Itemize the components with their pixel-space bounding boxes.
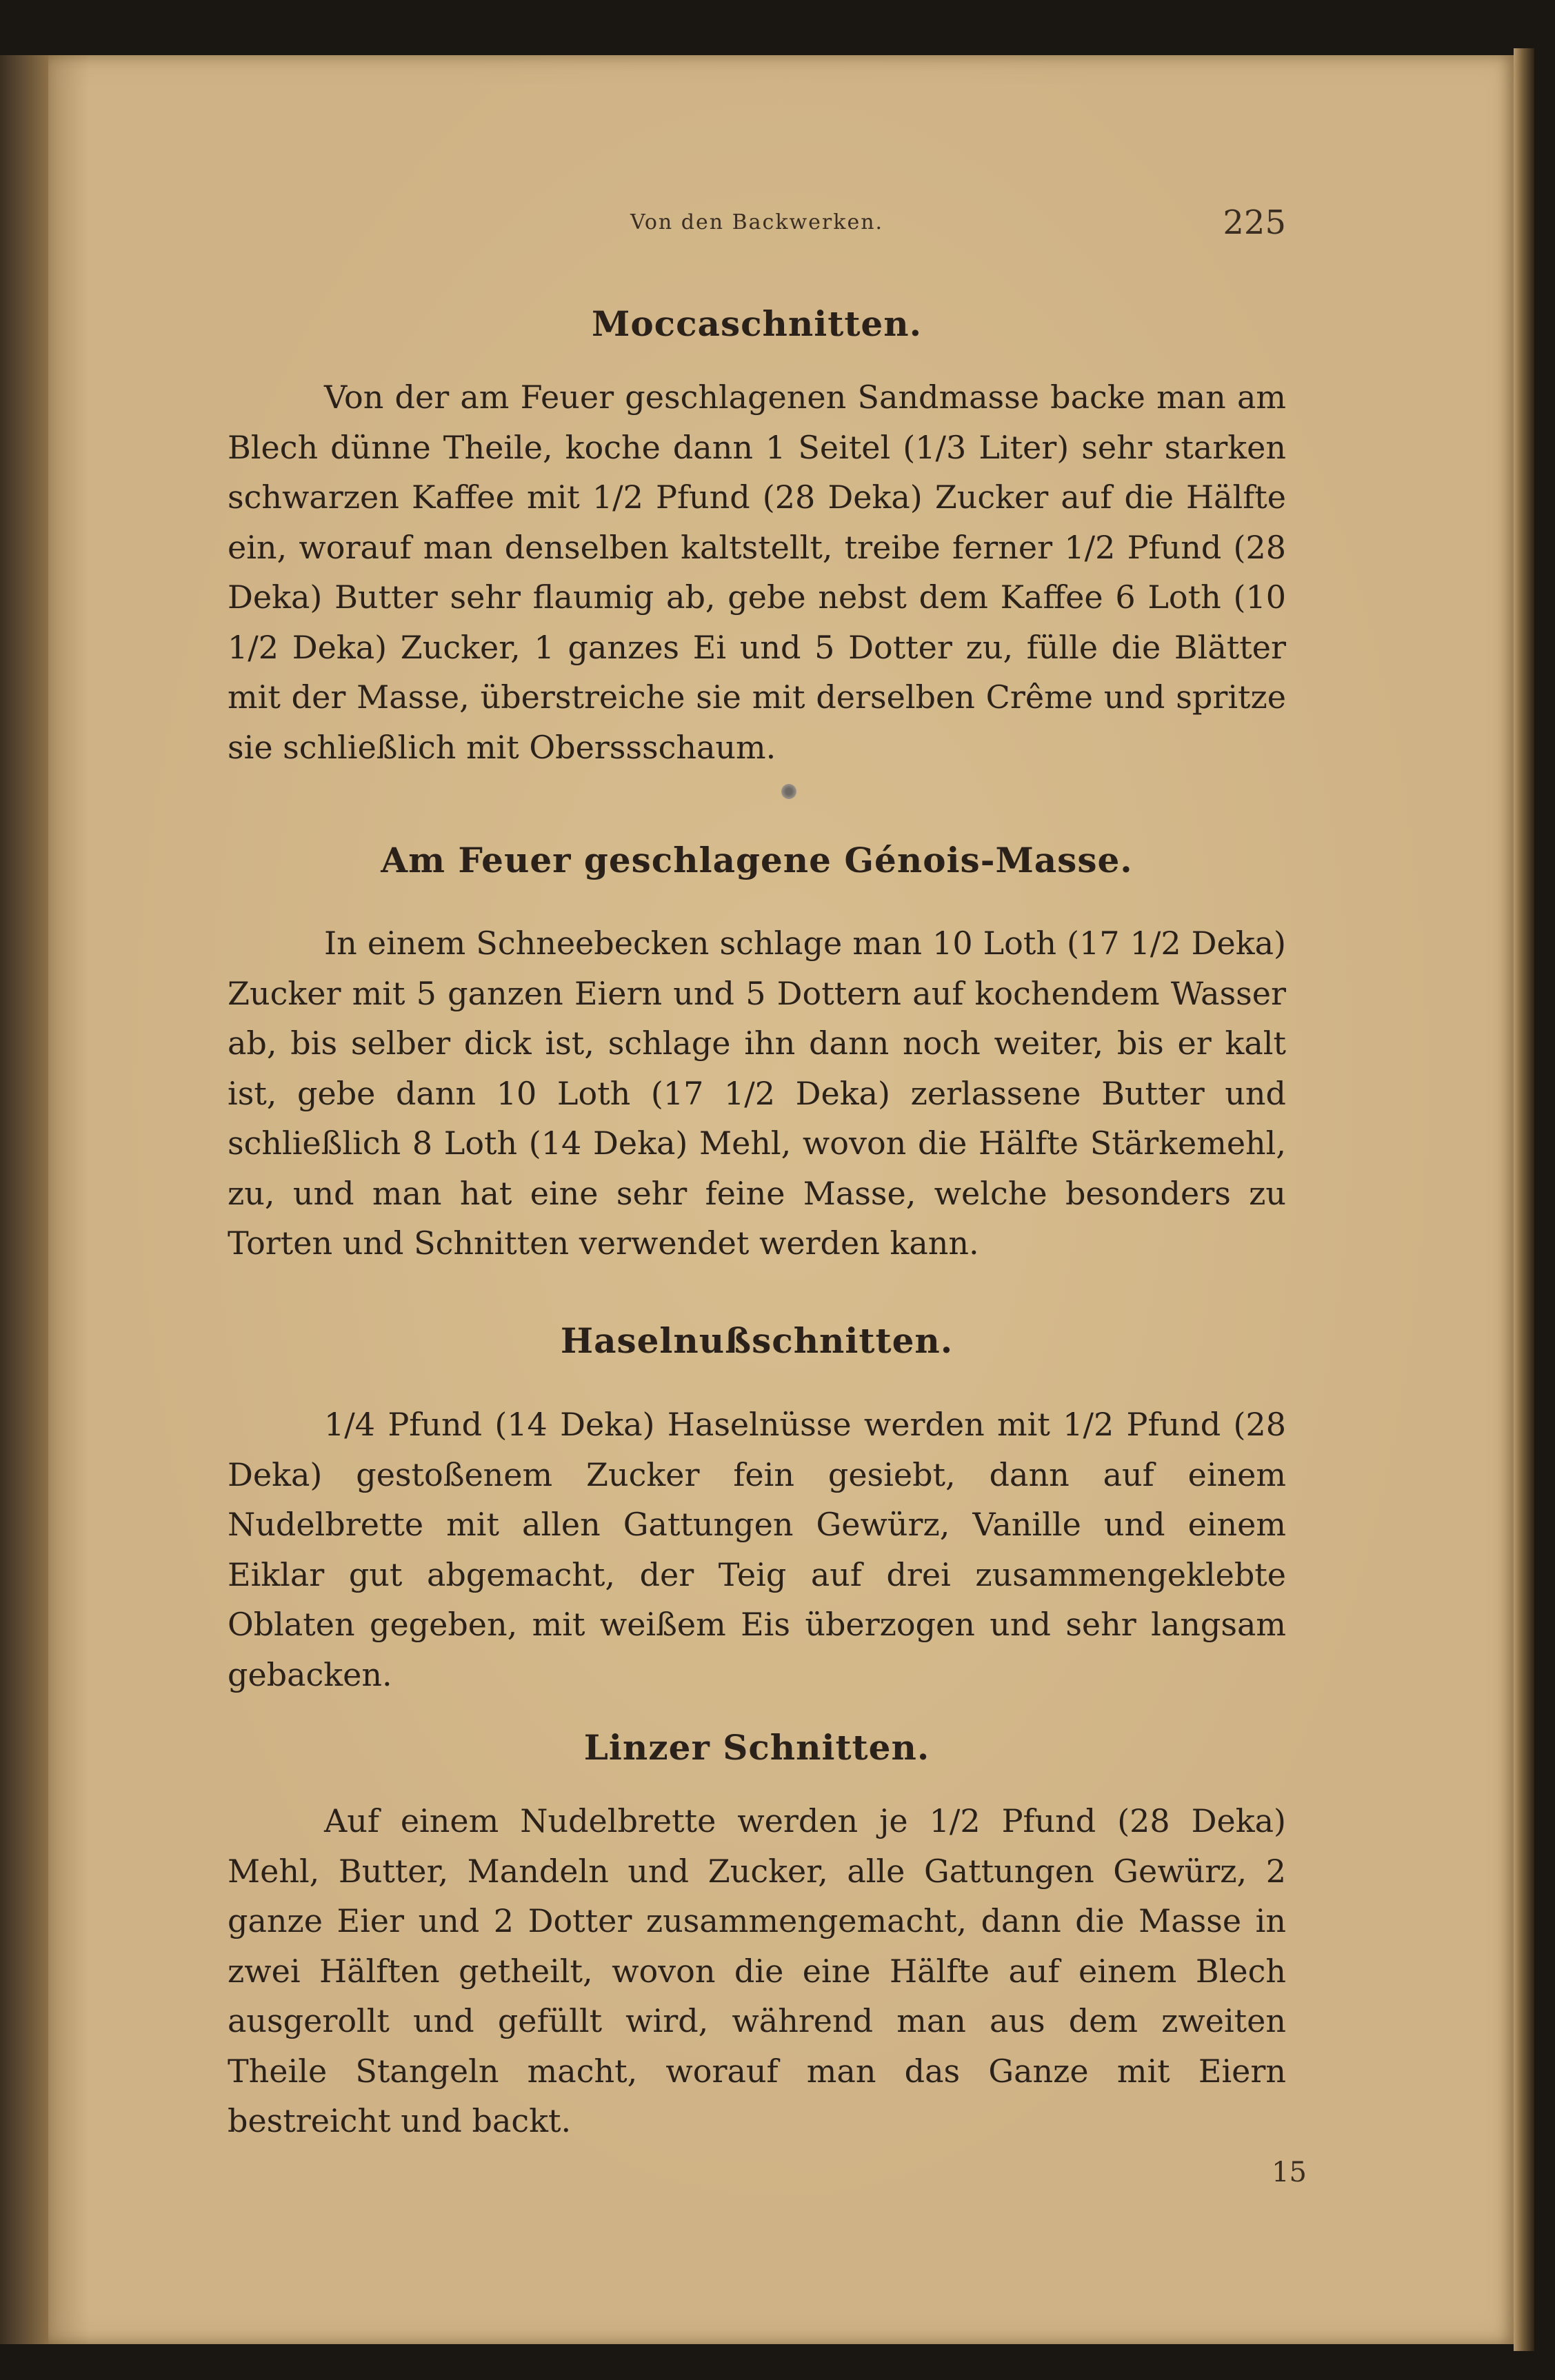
section-heading: Linzer Schnitten. bbox=[583, 1727, 930, 1768]
paragraph: In einem Schneebecken schlage man 10 Loth (17 1/2 Deka) Zucker mit 5 ganzen Eiern und 5 Dottern auf kochendem Wasser ab, bis selber dick ist, schlage ihn dann noch weiter, bis er kalt ist, gebe dann 10 Loth (17 1/2 Deka) zerlassene Butter und schließlich 8 Loth (14 Deka) Mehl, wovon die Hälfte Stärkemehl, zu, und man hat eine sehr feine Masse, welche besonders zu Torten und Schnitten verwendet werden kann. bbox=[228, 925, 1286, 1262]
running-head bbox=[228, 203, 1286, 245]
section-body-linzer bbox=[228, 1796, 1286, 2146]
section-heading: Moccaschnitten. bbox=[591, 303, 923, 344]
section-body-haselnuss bbox=[228, 1400, 1286, 1700]
page-number: 225 bbox=[1223, 203, 1286, 242]
running-title: Von den Backwerken. bbox=[630, 210, 884, 234]
section-body-genois bbox=[228, 918, 1286, 1269]
paragraph: 1/4 Pfund (14 Deka) Haselnüsse werden mit 1/2 Pfund (28 Deka) gestoßenem Zucker fein gesiebt, dann auf einem Nudelbrette mit allen Gattungen Gewürz, Vanille und einem Eiklar gut abgemacht, der Teig auf drei zusammengeklebte Oblaten gegeben, mit weißem Eis überzogen und sehr langsam gebacken. bbox=[228, 1406, 1286, 1693]
ink-spot bbox=[781, 784, 796, 799]
signature-mark: 15 bbox=[1272, 2157, 1307, 2188]
section-heading-haselnuss bbox=[228, 1320, 1286, 1361]
section-heading: Haselnußschnitten. bbox=[560, 1320, 954, 1361]
section-heading: Am Feuer geschlagene Génois-Masse. bbox=[381, 840, 1133, 880]
page-edge bbox=[1514, 48, 1534, 2351]
section-heading-moccaschnitten bbox=[228, 303, 1286, 344]
paragraph: Auf einem Nudelbrette werden je 1/2 Pfund (28 Deka) Mehl, Butter, Mandeln und Zucker, alle Gattungen Gewürz, 2 ganze Eier und 2 Dotter zusammengemacht, dann die Masse in zwei Hälften getheilt, wovon die eine Hälfte auf einem Blech ausgerollt und gefüllt wird, während man aus dem zweiten Theile Stangeln macht, worauf man das Ganze mit Eiern bestreicht und backt. bbox=[228, 1802, 1286, 2139]
section-body-moccaschnitten bbox=[228, 372, 1286, 772]
book-spine bbox=[0, 55, 48, 2344]
section-heading-genois bbox=[228, 840, 1286, 880]
section-heading-linzer bbox=[228, 1727, 1286, 1768]
paragraph: Von der am Feuer geschlagenen Sandmasse backe man am Blech dünne Theile, koche dann 1 Seitel (1/3 Liter) sehr starken schwarzen Kaffee mit 1/2 Pfund (28 Deka) Zucker auf die Hälfte ein, worauf man denselben kaltstellt, treibe ferner 1/2 Pfund (28 Deka) Butter sehr flaumig ab, gebe nebst dem Kaffee 6 Loth (10 1/2 Deka) Zucker, 1 ganzes Ei und 5 Dotter zu, fülle die Blätter mit der Masse, überstreiche sie mit derselben Crême und spritze sie schließlich mit Oberssschaum. bbox=[228, 379, 1286, 766]
